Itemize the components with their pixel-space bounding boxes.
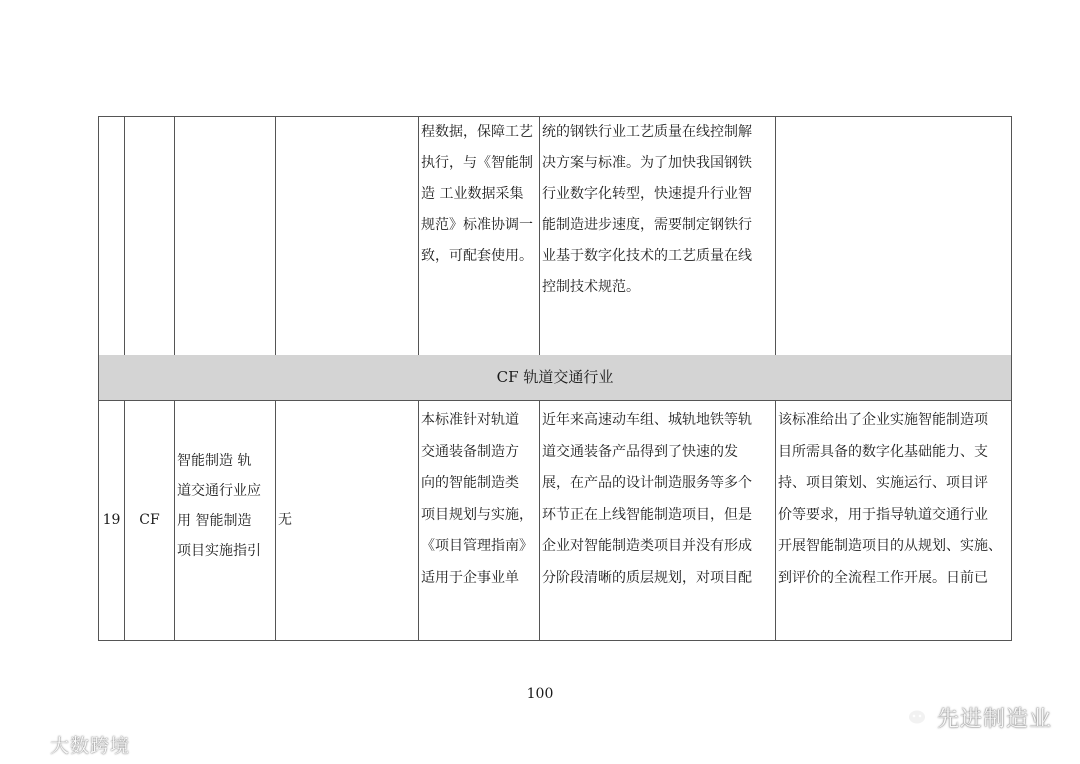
col-divider bbox=[275, 116, 276, 355]
row-index-cell: 19 bbox=[102, 512, 121, 528]
col-divider bbox=[539, 400, 540, 640]
col-divider bbox=[98, 116, 99, 355]
section-border-bottom bbox=[98, 400, 1012, 401]
col-divider bbox=[418, 116, 419, 355]
col-divider bbox=[124, 116, 125, 355]
scope-cell: 本标准针对轨道 交通装备制造方 向的智能制造类 项目规划与实施， 《项目管理指南》 适用于企事业单 bbox=[421, 412, 533, 586]
col-divider bbox=[1011, 116, 1012, 355]
col-divider bbox=[539, 116, 540, 355]
col-divider bbox=[275, 400, 276, 640]
table-border-bottom bbox=[98, 640, 1012, 641]
col-divider bbox=[775, 116, 776, 355]
section-title: CF 轨道交通行业 bbox=[496, 368, 614, 386]
watermark-left bbox=[10, 730, 130, 758]
content-cell: 该标准给出了企业实施智能制造项 目所需具备的数字化基础能力、支 持、项目策划、实施运行、项目评 价等要求，用于指导轨道交通行业 开展智能制造项目的从规划、实施、 到评价的全流程工作开展。日前已 bbox=[778, 412, 1002, 586]
row-code-cell: CF bbox=[139, 512, 160, 528]
necessity-cell: 近年来高速动车组、城轨地铁等轨 道交通装备产品得到了快速的发 展，在产品的设计制造服务等多个 环节正在上线智能制造项目，但是 企业对智能制造类项目并没有形成 分阶段清晰的质层规划，对项目配 bbox=[542, 412, 752, 586]
related-standard-cell: 无 bbox=[278, 512, 292, 528]
watermark-right-text: 先进制造业 bbox=[936, 706, 1052, 732]
col-divider bbox=[1011, 400, 1012, 640]
standard-name-cell: 智能制造 轨 道交通行业应 用 智能制造 项目实施指引 bbox=[177, 453, 261, 559]
watermark-right bbox=[895, 700, 1052, 734]
col-divider bbox=[775, 400, 776, 640]
wechat-icon bbox=[895, 699, 929, 735]
watermark-left-text: 大数跨境 bbox=[50, 734, 131, 757]
continued-cell-scope: 程数据，保障工艺 执行，与《智能制 造 工业数据采集 规范》标准协调一 致，可配套使用。 bbox=[421, 124, 533, 264]
continued-cell-necessity: 统的钢铁行业工艺质量在线控制解 决方案与标准。为了加快我国钢铁 行业数字化转型，快速提升行业智 能制造进步速度，需要制定钢铁行 业基于数字化技术的工艺质量在线 控制技术规范。 bbox=[542, 124, 752, 295]
col-divider bbox=[418, 400, 419, 640]
col-divider bbox=[174, 116, 175, 355]
brand-logo-icon bbox=[10, 730, 44, 759]
page-number: 100 bbox=[526, 686, 554, 702]
col-divider bbox=[174, 400, 175, 640]
